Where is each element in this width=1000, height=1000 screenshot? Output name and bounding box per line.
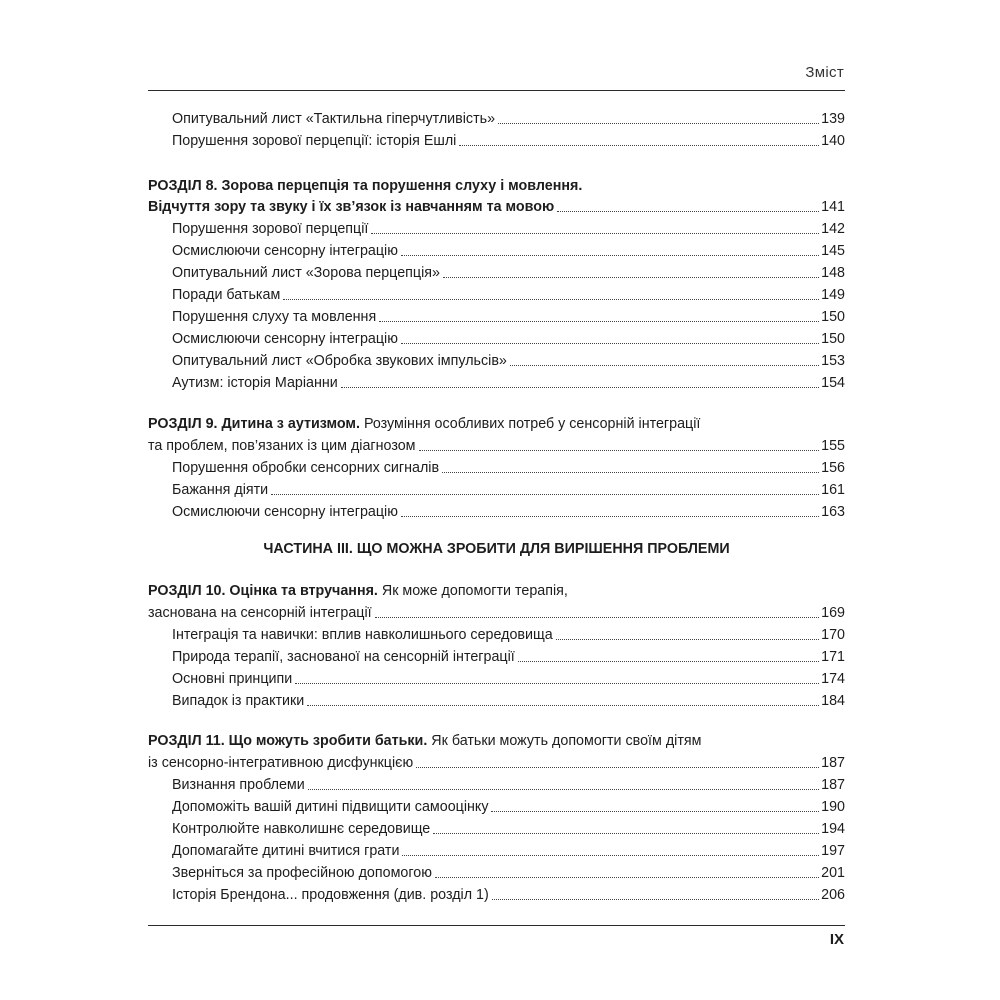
entry-title: Осмислюючи сенсорну інтеграцію	[172, 504, 398, 520]
chapter-11-heading[interactable]	[148, 730, 845, 752]
entry-page: 155	[821, 438, 845, 454]
chapter-10-entry[interactable]	[148, 602, 845, 624]
entry-page: 145	[821, 243, 845, 259]
entry-title: Опитувальний лист «Тактильна гіперчутливість»	[172, 111, 496, 127]
entry-page: 153	[821, 353, 845, 369]
chapter-11-label: РОЗДІЛ 11. Що можуть зробити батьки.	[148, 733, 428, 749]
entry-page: 187	[821, 777, 845, 793]
entry-page: 154	[821, 375, 845, 391]
chapter-9-entry[interactable]	[148, 435, 845, 457]
toc-entry[interactable]	[148, 108, 845, 130]
toc-entry[interactable]	[148, 501, 845, 523]
entry-page: 169	[821, 605, 845, 621]
toc-entry[interactable]	[148, 774, 845, 796]
leader-dots	[498, 122, 819, 124]
chapter-8-heading[interactable]: РОЗДІЛ 8. Зорова перцепція та порушення слуху і мовлення.	[148, 178, 583, 194]
entry-page: 163	[821, 504, 845, 520]
toc-entry[interactable]	[148, 306, 845, 328]
toc-entry[interactable]	[148, 624, 845, 646]
entry-title: Випадок із практики	[172, 693, 305, 709]
entry-title: Бажання діяти	[172, 482, 269, 498]
entry-title: Опитувальний лист «Зорова перцепція»	[172, 265, 440, 281]
chapter-9-subtitle-cont: та проблем, пов’язаних із цим діагнозом	[148, 438, 416, 454]
leader-dots	[443, 276, 819, 278]
leader-dots	[371, 232, 819, 234]
toc-entry[interactable]	[148, 457, 845, 479]
entry-page: 190	[821, 799, 845, 815]
entry-page: 141	[821, 199, 845, 215]
leader-dots	[379, 320, 819, 322]
chapter-10-label: РОЗДІЛ 10. Оцінка та втручання.	[148, 583, 378, 599]
entry-page: 197	[821, 843, 845, 859]
leader-dots	[433, 832, 819, 834]
chapter-11-entry[interactable]	[148, 752, 845, 774]
entry-page: 149	[821, 287, 845, 303]
chapter-9-subtitle: Розуміння особливих потреб у сенсорній інтеграції	[359, 416, 701, 432]
chapter-11-subtitle-cont: із сенсорно-інтегративною дисфункцією	[148, 755, 414, 771]
toc-entry[interactable]	[148, 328, 845, 350]
entry-page: 201	[821, 865, 845, 881]
leader-dots	[419, 449, 820, 451]
entry-title: Поради батькам	[172, 287, 281, 303]
leader-dots	[416, 766, 819, 768]
leader-dots	[557, 210, 819, 212]
entry-page: 174	[821, 671, 845, 687]
entry-title: Осмислюючи сенсорну інтеграцію	[172, 331, 398, 347]
entry-page: 170	[821, 627, 845, 643]
toc-entry[interactable]	[148, 262, 845, 284]
entry-page: 150	[821, 331, 845, 347]
entry-title: Зверніться за професійною допомогою	[172, 865, 432, 881]
entry-title: Контролюйте навколишнє середовище	[172, 821, 431, 837]
entry-title: Допоможіть вашій дитині підвищити самооцінку	[172, 799, 489, 815]
toc-entry[interactable]	[148, 479, 845, 501]
footer-rule	[148, 925, 845, 926]
leader-dots	[401, 342, 819, 344]
leader-dots	[442, 471, 819, 473]
chapter-10-subtitle: Як може допомогти терапія,	[377, 583, 568, 599]
entry-page: 139	[821, 111, 845, 127]
leader-dots	[307, 704, 819, 706]
entry-title: Природа терапії, заснованої на сенсорній інтеграції	[172, 649, 515, 665]
toc-entry[interactable]	[148, 284, 845, 306]
leader-dots	[459, 144, 819, 146]
entry-page: 171	[821, 649, 845, 665]
entry-page: 150	[821, 309, 845, 325]
entry-title: Аутизм: історія Маріанни	[172, 375, 338, 391]
leader-dots	[518, 660, 819, 662]
toc-entry[interactable]	[148, 350, 845, 372]
entry-page: 187	[821, 755, 845, 771]
leader-dots	[401, 515, 819, 517]
chapter-11-subtitle: Як батьки можуть допомогти своїм дітям	[427, 733, 702, 749]
entry-title: Осмислюючи сенсорну інтеграцію	[172, 243, 398, 259]
toc-entry[interactable]	[148, 218, 845, 240]
toc-entry[interactable]	[148, 668, 845, 690]
toc-entry[interactable]	[148, 130, 845, 152]
leader-dots	[283, 298, 819, 300]
running-head: Зміст	[805, 64, 844, 81]
leader-dots	[556, 638, 819, 640]
leader-dots	[510, 364, 819, 366]
entry-title: Визнання проблеми	[172, 777, 305, 793]
leader-dots	[341, 386, 819, 388]
chapter-8-entry[interactable]	[148, 196, 845, 218]
entry-title: Порушення зорової перцепції: історія Ешлі	[172, 133, 457, 149]
toc-entry[interactable]	[148, 240, 845, 262]
toc-entry[interactable]	[148, 796, 845, 818]
leader-dots	[491, 810, 819, 812]
entry-title: Інтеграція та навички: вплив навколишнього середовища	[172, 627, 553, 643]
entry-title: Допомагайте дитині вчитися грати	[172, 843, 400, 859]
entry-page: 206	[821, 887, 845, 903]
leader-dots	[295, 682, 819, 684]
chapter-10-subtitle-cont: заснована на сенсорній інтеграції	[148, 605, 372, 621]
entry-title: Порушення слуху та мовлення	[172, 309, 377, 325]
part-3-heading[interactable]: ЧАСТИНА III. ЩО МОЖНА ЗРОБИТИ ДЛЯ ВИРІШЕННЯ ПРОБЛЕМИ	[263, 541, 730, 557]
leader-dots	[402, 854, 819, 856]
entry-page: 142	[821, 221, 845, 237]
toc-entry[interactable]	[148, 862, 845, 884]
entry-page: 194	[821, 821, 845, 837]
chapter-8-subtitle: Відчуття зору та звуку і їх зв’язок із навчанням та мовою	[148, 199, 555, 215]
entry-title: Опитувальний лист «Обробка звукових імпульсів»	[172, 353, 507, 369]
entry-page: 161	[821, 482, 845, 498]
page-number: IX	[829, 931, 844, 948]
entry-page: 184	[821, 693, 845, 709]
leader-dots	[492, 898, 819, 900]
leader-dots	[375, 616, 820, 618]
entry-page: 148	[821, 265, 845, 281]
toc-entry[interactable]	[148, 646, 845, 668]
chapter-9-heading[interactable]	[148, 413, 845, 435]
leader-dots	[271, 493, 819, 495]
chapter-9-label: РОЗДІЛ 9. Дитина з аутизмом.	[148, 416, 360, 432]
toc-entry[interactable]	[148, 840, 845, 862]
entry-title: Основні принципи	[172, 671, 293, 687]
toc-entry[interactable]	[148, 818, 845, 840]
leader-dots	[308, 788, 819, 790]
entry-page: 156	[821, 460, 845, 476]
chapter-10-heading[interactable]	[148, 580, 845, 602]
leader-dots	[401, 254, 819, 256]
header-rule	[148, 90, 845, 91]
leader-dots	[435, 876, 819, 878]
toc-entry[interactable]	[148, 690, 845, 712]
entry-title: Порушення зорової перцепції	[172, 221, 369, 237]
entry-title: Історія Брендона... продовження (див. розділ 1)	[172, 887, 489, 903]
entry-title: Порушення обробки сенсорних сигналів	[172, 460, 440, 476]
toc-entry[interactable]	[148, 884, 845, 906]
entry-page: 140	[821, 133, 845, 149]
toc-entry[interactable]	[148, 372, 845, 394]
